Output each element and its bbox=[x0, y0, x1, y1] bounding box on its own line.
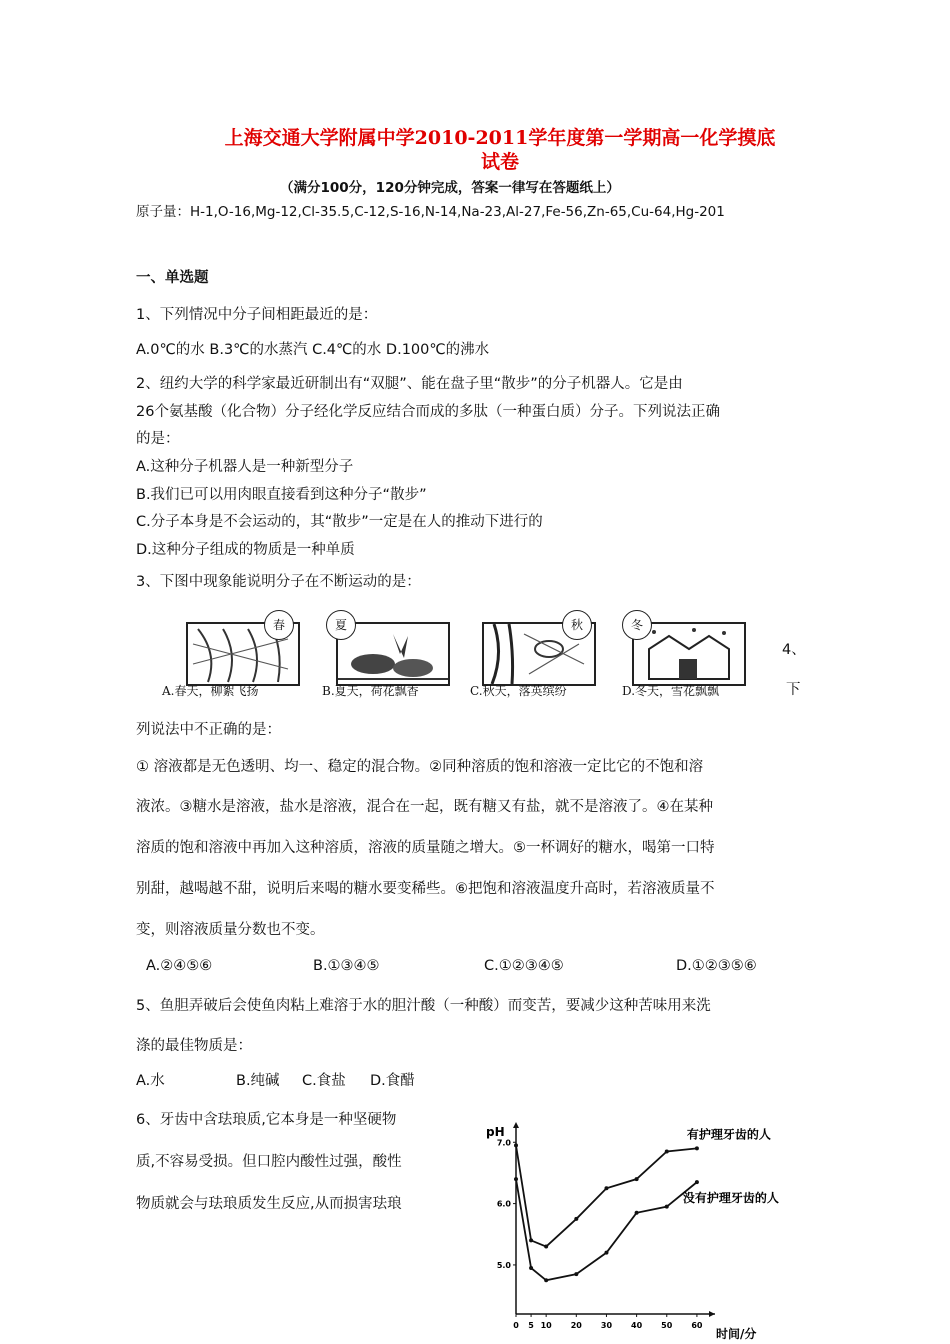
ph-chart bbox=[480, 1110, 810, 1344]
q4-side-char: 下 bbox=[786, 682, 801, 698]
page-title-continued: 试卷 bbox=[480, 151, 519, 173]
q6-stem-line1: 6、牙齿中含珐琅质,它本身是一种坚硬物 bbox=[136, 1112, 397, 1128]
q3-stem: 3、下图中现象能说明分子在不断运动的是： bbox=[136, 574, 421, 590]
q2-option-b: B.我们已可以用肉眼直接看到这种分子“散步” bbox=[136, 487, 427, 503]
caption-a: A.春天，柳絮飞扬 bbox=[162, 684, 259, 698]
x-axis-label: 时间/分 bbox=[716, 1327, 757, 1341]
q5-option-b: B.纯碱 bbox=[236, 1073, 280, 1089]
data-point bbox=[514, 1177, 518, 1181]
q1-options: A.0℃的水 B.3℃的水蒸汽 C.4℃的水 D.100℃的沸水 bbox=[136, 342, 490, 358]
spring-badge: 春 bbox=[264, 610, 294, 640]
data-point bbox=[695, 1180, 699, 1184]
data-point bbox=[574, 1217, 578, 1221]
x-axis-arrow bbox=[709, 1311, 715, 1317]
q4-option-a: A.②④⑤⑥ bbox=[146, 958, 213, 974]
caption-c: C.秋天，落英缤纷 bbox=[470, 684, 567, 698]
x-tick-label: 0 bbox=[513, 1321, 519, 1330]
page-title: 上海交通大学附属中学2010-2011学年度第一学期高一化学摸底 bbox=[224, 127, 776, 149]
y-axis-arrow bbox=[513, 1122, 519, 1128]
data-point bbox=[665, 1205, 669, 1209]
data-point bbox=[635, 1177, 639, 1181]
lotus-icon bbox=[338, 624, 448, 684]
y-axis-label: pH bbox=[486, 1125, 505, 1139]
q2-stem-line3: 的是： bbox=[136, 431, 180, 447]
q3-figure bbox=[162, 610, 766, 700]
q4-statements-line1: ① 溶液都是无色透明、均一、稳定的混合物。②同种溶质的饱和溶液一定比它的不饱和溶 bbox=[136, 759, 704, 775]
caption-d: D.冬天，雪花飘飘 bbox=[622, 684, 720, 698]
data-point bbox=[544, 1278, 548, 1282]
x-tick-label: 20 bbox=[570, 1321, 582, 1330]
series-line-1 bbox=[516, 1179, 697, 1280]
x-tick-label: 5 bbox=[528, 1321, 534, 1330]
data-point bbox=[514, 1143, 518, 1147]
caption-b: B.夏天，荷花飘香 bbox=[322, 684, 419, 698]
q5-stem-line1: 5、鱼胆弄破后会使鱼肉粘上难溶于水的胆汁酸（一种酸）而变苦，要减少这种苦味用来洗 bbox=[136, 998, 711, 1014]
data-point bbox=[665, 1149, 669, 1153]
data-point bbox=[695, 1146, 699, 1150]
section-title: 一、单选题 bbox=[136, 270, 209, 286]
x-tick-label: 30 bbox=[600, 1321, 613, 1330]
q5-option-d: D.食醋 bbox=[370, 1073, 415, 1089]
data-point bbox=[604, 1251, 608, 1255]
y-tick-label: 5.0 bbox=[496, 1260, 511, 1270]
q4-statements-line5: 变，则溶液质量分数也不变。 bbox=[136, 922, 325, 938]
y-tick-label: 6.0 bbox=[496, 1199, 511, 1209]
q2-option-a: A.这种分子机器人是一种新型分子 bbox=[136, 459, 354, 475]
legend-label-1: 没有护理牙齿的人 bbox=[682, 1191, 779, 1206]
series-line-0 bbox=[516, 1145, 697, 1246]
q6-stem-line2: 质,不容易受损。但口腔内酸性过强，酸性 bbox=[136, 1154, 402, 1170]
q4-stem: 列说法中不正确的是： bbox=[136, 722, 281, 738]
autumn-badge: 秋 bbox=[562, 610, 592, 640]
legend-label-0: 有护理牙齿的人 bbox=[686, 1127, 771, 1142]
subtitle: （满分100分，120分钟完成，答案一律写在答题纸上） bbox=[280, 180, 620, 196]
data-point bbox=[574, 1272, 578, 1276]
q2-option-c: C.分子本身是不会运动的，其“散步”一定是在人的推动下进行的 bbox=[136, 514, 543, 530]
q4-option-d: D.①②③⑤⑥ bbox=[676, 958, 757, 974]
summer-badge: 夏 bbox=[326, 610, 356, 640]
data-point bbox=[529, 1238, 533, 1242]
q2-option-d: D.这种分子组成的物质是一种单质 bbox=[136, 542, 355, 558]
x-tick-label: 50 bbox=[661, 1321, 673, 1330]
q4-option-b: B.①③④⑤ bbox=[313, 958, 380, 974]
q5-option-a: A.水 bbox=[136, 1073, 165, 1089]
x-tick-label: 40 bbox=[631, 1321, 643, 1330]
q4-number: 4、 bbox=[782, 642, 806, 658]
data-point bbox=[604, 1186, 608, 1190]
x-tick-label: 10 bbox=[540, 1321, 552, 1330]
q5-stem-line2: 涤的最佳物质是： bbox=[136, 1038, 252, 1054]
q6-stem-line3: 物质就会与珐琅质发生反应,从而损害珐琅 bbox=[136, 1196, 402, 1212]
data-point bbox=[635, 1211, 639, 1215]
q2-stem-line2: 26个氨基酸（化合物）分子经化学反应结合而成的多肽（一种蛋白质）分子。下列说法正确 bbox=[136, 404, 720, 420]
data-point bbox=[529, 1266, 533, 1270]
y-tick-label: 7.0 bbox=[496, 1138, 511, 1148]
data-point bbox=[544, 1245, 548, 1249]
q4-statements-line2: 液浓。③糖水是溶液，盐水是溶液，混合在一起，既有糖又有盐，就不是溶液了。④在某种 bbox=[136, 799, 713, 815]
winter-badge: 冬 bbox=[622, 610, 652, 640]
x-tick-label: 60 bbox=[691, 1321, 703, 1330]
snow-building-icon bbox=[634, 624, 744, 684]
q2-stem-line1: 2、纽约大学的科学家最近研制出有“双腿”、能在盘子里“散步”的分子机器人。它是由 bbox=[136, 376, 683, 392]
q1-stem: 1、下列情况中分子间相距最近的是： bbox=[136, 307, 378, 323]
q4-option-c: C.①②③④⑤ bbox=[484, 958, 564, 974]
atomic-mass-line: 原子量：H-1,O-16,Mg-12,Cl-35.5,C-12,S-16,N-14,Na-23,Al-27,Fe-56,Zn-65,Cu-64,Hg-201 bbox=[136, 204, 725, 220]
q5-option-c: C.食盐 bbox=[302, 1073, 346, 1089]
q4-statements-line4: 别甜，越喝越不甜，说明后来喝的糖水要变稀些。⑥把饱和溶液温度升高时，若溶液质量不 bbox=[136, 881, 715, 897]
q4-statements-line3: 溶质的饱和溶液中再加入这种溶质，溶液的质量随之增大。⑤一杯调好的糖水，喝第一口特 bbox=[136, 840, 715, 856]
